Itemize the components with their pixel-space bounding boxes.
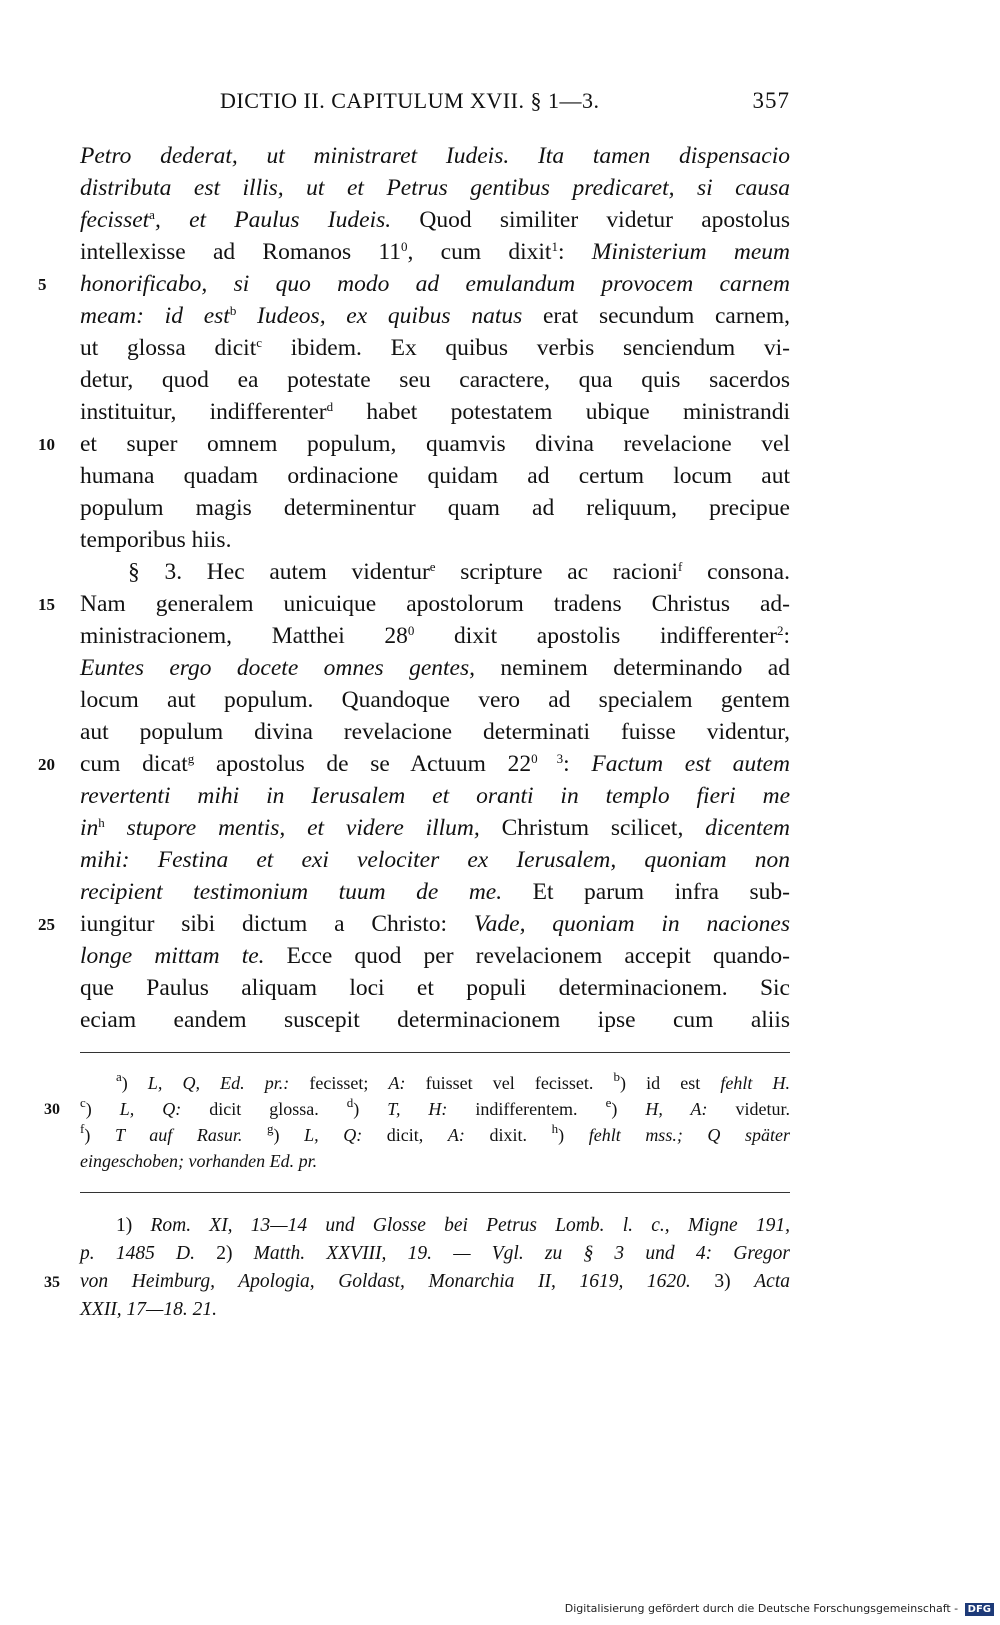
italic-run: fecisset — [80, 207, 150, 233]
italic-run: Matth. XXVIII, 19. — Vgl. zu § 3 und 4: Gregor — [253, 1243, 790, 1264]
line-number: 5 — [38, 275, 47, 294]
italic-run: Ministerium meum — [591, 239, 790, 265]
text-run: Christum scilicet, — [479, 815, 706, 841]
apparatus-line — [80, 1148, 790, 1174]
italic-run: A: — [447, 1125, 465, 1145]
italic-run: L, Q, Ed. pr.: — [147, 1073, 290, 1093]
italic-run: fehlt H. — [720, 1073, 790, 1093]
note-marker: f — [80, 1121, 85, 1136]
text-line — [80, 300, 790, 332]
text-run: erat secundum carnem, — [522, 303, 790, 329]
text-run: 2) — [195, 1243, 254, 1264]
apparatus-line — [80, 1122, 790, 1148]
text-run: Quod similiter videtur apostolus — [391, 207, 791, 233]
note-marker: 0 3 — [531, 751, 564, 766]
text-run: dicit glossa. — [181, 1099, 347, 1119]
text-line — [80, 908, 790, 940]
italic-run: Euntes ergo docete omnes gentes, — [80, 655, 475, 681]
text-run: instituitur, indifferenter — [80, 399, 327, 425]
text-run: videtur. — [707, 1099, 791, 1119]
text-line — [80, 588, 790, 620]
text-run: 1) — [116, 1215, 151, 1236]
text-run: Ecce quod per revelacionem accepit quando- — [264, 943, 790, 969]
text-line — [80, 204, 790, 236]
note-marker: c — [80, 1095, 86, 1110]
text-run: ut glossa dicit — [80, 335, 257, 361]
text-line — [80, 940, 790, 972]
text-run: 3) — [690, 1271, 755, 1292]
text-line — [80, 236, 790, 268]
italic-run: eingeschoben; vorhanden Ed. pr. — [80, 1151, 318, 1171]
text-line — [80, 396, 790, 428]
text-run: : — [563, 751, 592, 777]
text-run: ) — [558, 1125, 589, 1145]
digitization-credit — [565, 1601, 994, 1617]
note-marker: h — [98, 815, 105, 830]
line-number: 35 — [44, 1274, 60, 1291]
note-marker: 2 — [776, 623, 784, 638]
note-marker: b — [229, 303, 237, 318]
text-line — [80, 844, 790, 876]
italic-run: fehlt mss.; Q später — [588, 1125, 791, 1145]
text-run: dicit, — [362, 1125, 448, 1145]
footnote-line — [80, 1212, 790, 1240]
text-run: detur, quod ea potestate seu caractere, qua quis sacerdos — [80, 367, 790, 393]
italic-run: , et Paulus Iudeis. — [154, 207, 392, 233]
text-line — [80, 812, 790, 844]
line-number: 30 — [44, 1101, 60, 1118]
note-marker: 1 — [551, 239, 558, 254]
text-run: consona. — [682, 559, 790, 585]
text-run: ) — [85, 1099, 120, 1119]
text-line — [80, 684, 790, 716]
text-run: ) id est — [620, 1073, 721, 1093]
italic-run: von Heimburg, Apologia, Goldast, Monarchia II, 1619, 1620. — [80, 1271, 691, 1292]
italic-run: longe mittam te. — [80, 943, 265, 969]
note-marker: 0 — [401, 239, 408, 254]
text-line — [80, 1004, 790, 1036]
italic-run: A: — [388, 1073, 406, 1093]
credit-text: Digitalisierung gefördert durch die Deutsche Forschungsgemeinschaft - — [564, 1602, 959, 1615]
text-run: scripture ac racioni — [435, 559, 679, 585]
note-marker: d — [326, 399, 334, 414]
text-line — [80, 876, 790, 908]
text-run: , cum dixit — [407, 239, 552, 265]
running-header — [80, 84, 790, 120]
text-run: locum aut populum. Quandoque vero ad specialem gentem — [80, 687, 790, 713]
text-run: ) — [611, 1099, 646, 1119]
italic-run: Iudeos, ex quibus natus — [236, 303, 523, 329]
line-number: 10 — [38, 435, 55, 454]
text-run: Nam generalem unicuique apostolorum tradens Christus ad- — [80, 591, 790, 617]
text-run: intellexisse ad Romanos 11 — [80, 239, 402, 265]
italic-run: in — [80, 815, 99, 841]
text-line — [80, 524, 790, 556]
italic-run: stupore mentis, et videre illum, — [104, 815, 480, 841]
text-run: cum dicat — [80, 751, 188, 777]
text-line — [80, 716, 790, 748]
text-run: neminem determinando ad — [475, 655, 790, 681]
italic-run: L, Q: — [119, 1099, 182, 1119]
text-run: temporibus hiis. — [80, 527, 232, 553]
text-run: iungitur sibi dictum a Christo: — [80, 911, 474, 937]
text-run: aut populum divina revelacione determinati fuisse videntur, — [80, 719, 790, 745]
dfg-logo: DFG — [965, 1603, 994, 1616]
text-run: apostolus de se Actuum 22 — [194, 751, 532, 777]
note-marker: g — [266, 1121, 274, 1136]
note-marker: e — [429, 559, 436, 574]
note-marker: b — [613, 1069, 620, 1084]
italic-run: meam: id est — [80, 303, 230, 329]
note-marker: 0 — [407, 623, 415, 638]
text-run: ministracionem, Matthei 28 — [80, 623, 408, 649]
line-number: 15 — [38, 595, 55, 614]
italic-run: T, H: — [387, 1099, 448, 1119]
italic-run: Factum est autem — [591, 751, 790, 777]
page-number: 357 — [752, 88, 790, 113]
text-line — [80, 172, 790, 204]
line-number: 20 — [38, 755, 55, 774]
text-run: fecisset; — [289, 1073, 389, 1093]
italic-run: revertenti mihi in Ierusalem et oranti in templo fieri me — [80, 783, 790, 809]
italic-run: distributa est illis, ut et Petrus gentibus predicaret, si causa — [80, 175, 790, 201]
italic-run: L, Q: — [304, 1125, 363, 1145]
footnote-line — [80, 1240, 790, 1268]
text-line — [80, 268, 790, 300]
text-run: ibidem. Ex quibus verbis senciendum vi- — [262, 335, 791, 361]
apparatus-line — [80, 1070, 790, 1096]
italic-run: p. 1485 D. — [80, 1243, 195, 1264]
text-run: dixit apostolis indifferenter — [414, 623, 777, 649]
text-line — [80, 332, 790, 364]
footnote-line — [80, 1268, 790, 1296]
italic-run: XXII, 17—18. 21. — [80, 1299, 218, 1320]
text-line — [80, 748, 790, 780]
text-run: ) — [84, 1125, 115, 1145]
note-marker: a — [149, 207, 155, 222]
text-line — [80, 140, 790, 172]
text-line — [80, 972, 790, 1004]
text-run: eciam eandem suscepit determinacionem ipse cum aliis — [80, 1007, 790, 1033]
italic-run: T auf Rasur. — [114, 1125, 243, 1145]
text-run: ) — [353, 1099, 388, 1119]
text-line — [80, 460, 790, 492]
italic-run: Petro dederat, ut ministraret Iudeis. Ita tamen dispensacio — [80, 143, 790, 169]
text-run: que Paulus aliquam loci et populi determinacionem. Sic — [80, 975, 790, 1001]
text-run: indifferentem. — [447, 1099, 606, 1119]
text-run: fuisset vel fecisset. — [405, 1073, 614, 1093]
note-marker: d — [346, 1095, 354, 1110]
note-marker: e — [605, 1095, 612, 1110]
apparatus-divider — [80, 1052, 790, 1053]
italic-run: dicentem — [705, 815, 790, 841]
text-run: populum magis determinentur quam ad reliquum, precipue — [80, 495, 790, 521]
italic-run: mihi: Festina et exi velociter ex Ierusalem, quoniam non — [80, 847, 790, 873]
text-line — [80, 492, 790, 524]
text-line — [80, 780, 790, 812]
text-run: humana quadam ordinacione quidam ad certum locum aut — [80, 463, 790, 489]
line-number: 25 — [38, 915, 55, 934]
footnote-divider — [80, 1192, 790, 1193]
apparatus-line — [80, 1096, 790, 1122]
text-run: : — [557, 239, 592, 265]
text-line — [80, 428, 790, 460]
note-marker: h — [551, 1121, 559, 1136]
italic-run: Vade, quoniam in naciones — [473, 911, 791, 937]
text-run: : — [783, 623, 790, 649]
note-marker: a — [116, 1069, 122, 1084]
text-run: et super omnem populum, quamvis divina revelacione vel — [80, 431, 790, 457]
text-run: ) — [121, 1073, 148, 1093]
note-marker: g — [187, 751, 195, 766]
text-line — [80, 364, 790, 396]
italic-run: H, A: — [645, 1099, 708, 1119]
running-title: DICTIO II. CAPITULUM XVII. § 1—3. — [220, 88, 600, 113]
italic-run: recipient testimonium tuum de me. — [80, 879, 503, 905]
italic-run: Acta — [754, 1271, 790, 1292]
text-run: § 3. Hec autem videntur — [128, 559, 430, 585]
text-run: Et parum infra sub- — [502, 879, 790, 905]
text-run: habet potestatem ubique ministrandi — [333, 399, 791, 425]
text-run: ) — [273, 1125, 305, 1145]
text-run: dixit. — [464, 1125, 552, 1145]
note-marker: f — [678, 559, 683, 574]
note-marker: c — [256, 335, 263, 350]
footnote-line — [80, 1296, 790, 1324]
text-line — [80, 652, 790, 684]
italic-run: Rom. XI, 13—14 und Glosse bei Petrus Lomb. l. c., Migne 191, — [150, 1215, 790, 1236]
text-run — [242, 1125, 267, 1145]
italic-run: honorificabo, si quo modo ad emulandum provocem carnem — [80, 271, 790, 297]
text-line — [80, 556, 790, 588]
text-line — [80, 620, 790, 652]
